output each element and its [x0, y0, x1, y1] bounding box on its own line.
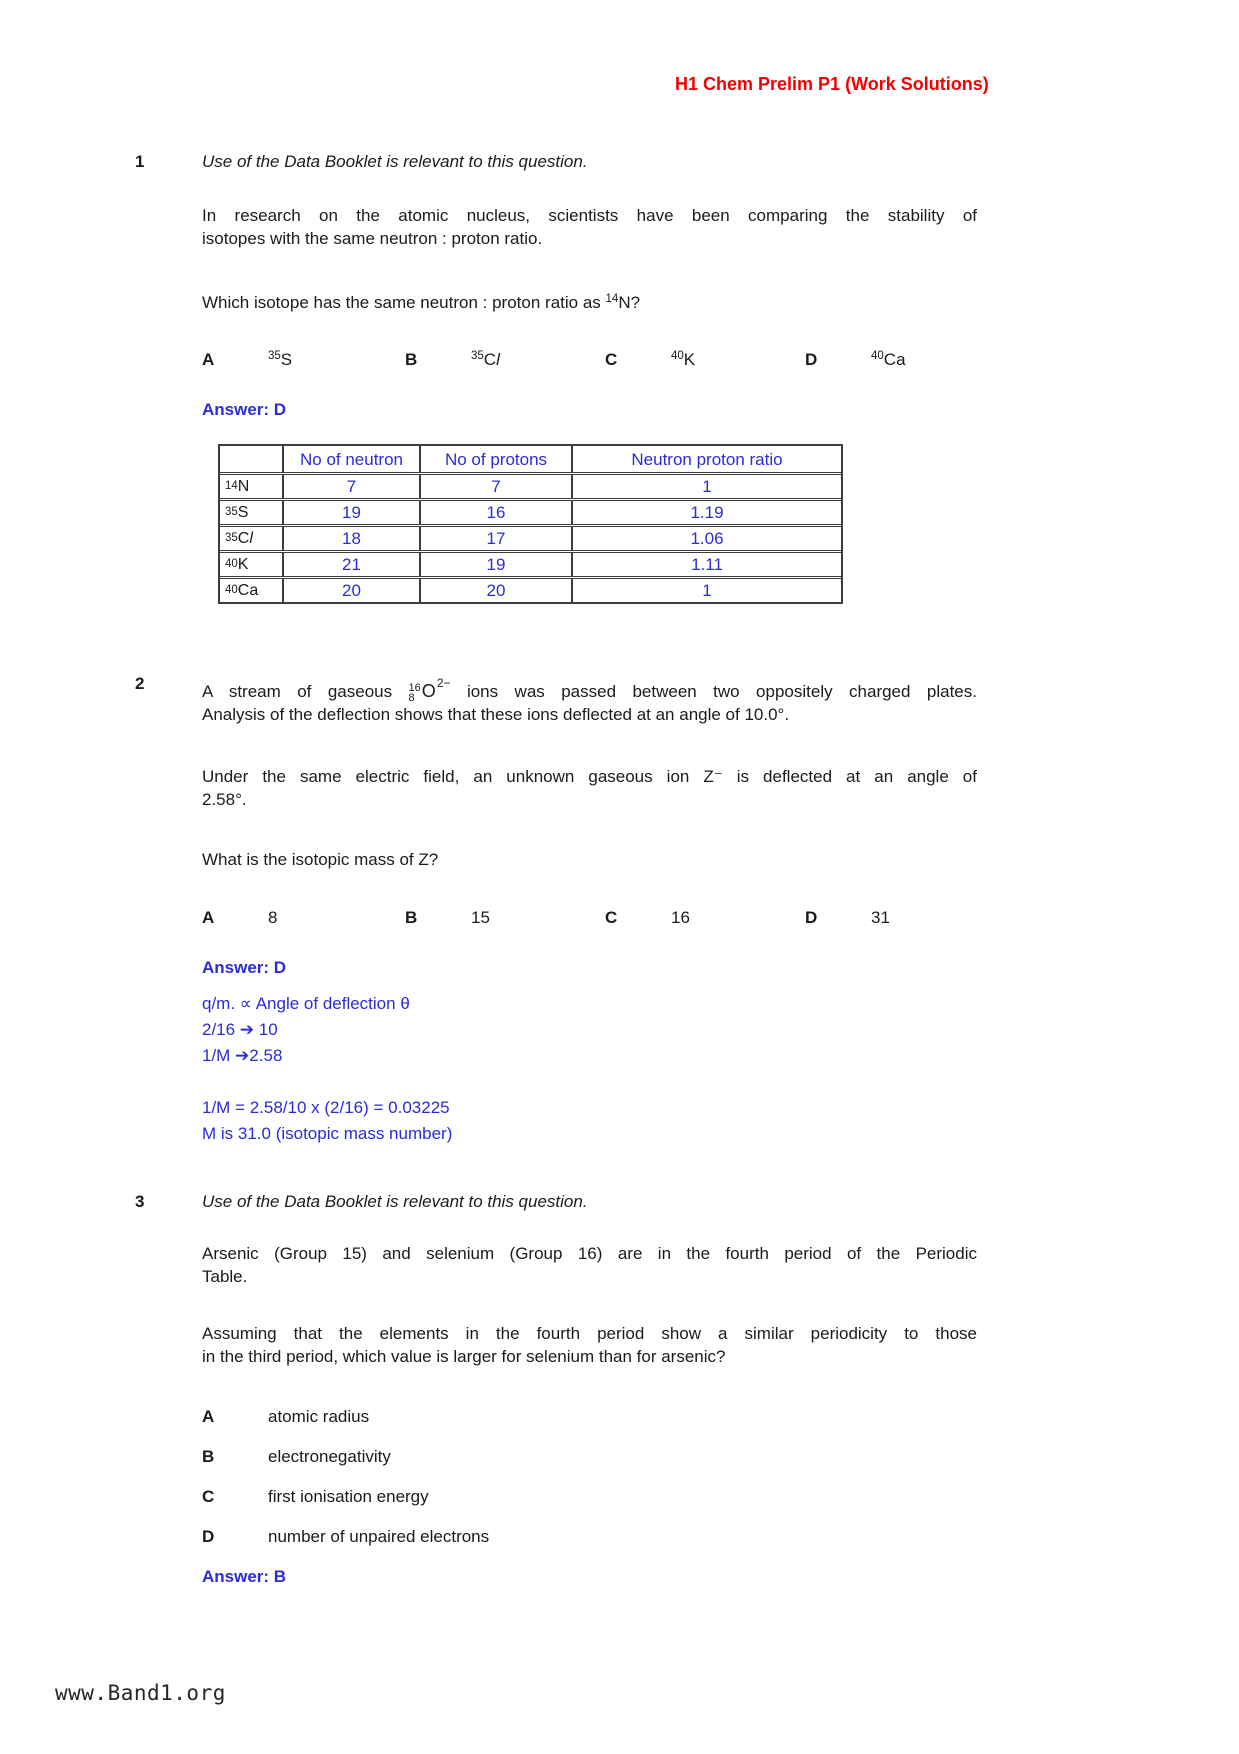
paragraph-line: Analysis of the deflection shows that these ions deflected at an angle of 10.0°.: [202, 705, 790, 724]
element-symbol-italic: l: [249, 530, 253, 547]
protons-cell: 7: [419, 475, 571, 498]
option-value: [471, 350, 500, 369]
isotope-mass-superscript: 40: [871, 350, 884, 362]
ratio-cell: 1: [571, 579, 841, 602]
table-row: [220, 550, 841, 576]
question-1-answer: Answer: D: [202, 400, 287, 419]
paragraph-text: ions was passed between two oppositely charged plates.: [466, 682, 977, 701]
working-line: 1/M ➔2.58: [202, 1046, 283, 1065]
option-b: [202, 1445, 977, 1468]
website-watermark: www.Band1.org: [55, 1681, 226, 1705]
element-symbol-italic: l: [496, 350, 500, 369]
element-symbol: K: [683, 350, 696, 369]
working-line: q/m. ∝ Angle of deflection θ: [202, 994, 410, 1013]
question-2: [135, 672, 977, 1147]
isotope-cell: [220, 475, 282, 498]
element-symbol: O: [421, 681, 436, 701]
question-2-options: [202, 906, 977, 929]
isotope-cell: [220, 501, 282, 524]
nuclide-mass: 16: [408, 682, 421, 694]
neutrons-cell: 19: [282, 501, 419, 524]
option-value: 31: [871, 908, 890, 927]
question-2-answer: Answer: D: [202, 958, 287, 977]
isotope-mass-superscript: 40: [225, 558, 238, 570]
question-2-paragraph: [202, 765, 977, 811]
question-3-options: [202, 1405, 977, 1548]
paragraph-text: A stream of gaseous: [202, 682, 393, 701]
paragraph-line: in the third period, which value is larger for selenium than for arsenic?: [202, 1347, 726, 1366]
option-value: 16: [671, 908, 690, 927]
nuclide-atomic-number: 8: [408, 692, 415, 704]
option-label: D: [805, 350, 818, 369]
oxygen-nuclide-formula: [409, 672, 451, 703]
question-1-number: 1: [135, 152, 145, 171]
table-row: [220, 498, 841, 524]
element-symbol: C: [237, 530, 250, 547]
isotope-mass-superscript: 14: [605, 293, 619, 305]
question-1-paragraph: [202, 204, 977, 250]
option-label: C: [605, 350, 618, 369]
isotope-mass-superscript: 40: [671, 350, 684, 362]
option-d: [805, 906, 977, 929]
paragraph-line: Arsenic (Group 15) and selenium (Group 16) are in the fourth period of the Periodic: [202, 1244, 977, 1263]
isotope-cell: [220, 579, 282, 602]
option-b: [405, 345, 605, 371]
table-row: [220, 472, 841, 498]
table-row: [220, 524, 841, 550]
option-a: [202, 906, 405, 929]
question-2-stem: What is the isotopic mass of Z?: [202, 850, 439, 869]
working-line: M is 31.0 (isotopic mass number): [202, 1124, 453, 1143]
question-2-working: [202, 991, 977, 1147]
question-3: [135, 1190, 977, 1588]
option-label: B: [405, 908, 418, 927]
option-c: [605, 906, 805, 929]
isotope-cell: [220, 553, 282, 576]
option-label: D: [202, 1527, 215, 1546]
option-label: B: [202, 1447, 215, 1466]
stem-text: Which isotope has the same neutron : proton ratio as: [202, 293, 606, 312]
neutrons-cell: 21: [282, 553, 419, 576]
question-1: [135, 150, 977, 604]
question-3-paragraph: [202, 1242, 977, 1288]
question-2-paragraph: [202, 672, 977, 726]
isotope-mass-superscript: 14: [225, 480, 238, 492]
option-value: first ionisation energy: [268, 1487, 429, 1506]
question-3-paragraph: [202, 1322, 977, 1368]
page-title: H1 Chem Prelim P1 (Work Solutions): [675, 74, 989, 94]
protons-cell: 16: [419, 501, 571, 524]
paragraph-line: Assuming that the elements in the fourth period show a similar periodicity to those: [202, 1324, 977, 1343]
element-symbol: N: [237, 478, 250, 495]
solution-table: [218, 444, 843, 604]
ion-charge-superscript: 2−: [436, 676, 451, 690]
ratio-cell: 1: [571, 475, 841, 498]
option-label: C: [202, 1487, 215, 1506]
neutrons-cell: 18: [282, 527, 419, 550]
question-1-stem: [202, 288, 977, 314]
paragraph-line: [202, 672, 977, 703]
paragraph-line: In research on the atomic nucleus, scientists have been comparing the stability of: [202, 206, 977, 225]
option-label: A: [202, 350, 215, 369]
protons-cell: 19: [419, 553, 571, 576]
option-d: [202, 1525, 977, 1548]
option-b: [405, 906, 605, 929]
element-symbol: Ca: [883, 350, 906, 369]
working-line: 1/M = 2.58/10 x (2/16) = 0.03225: [202, 1098, 450, 1117]
isotope-mass-superscript: 35: [471, 350, 484, 362]
option-label: D: [805, 908, 818, 927]
option-value: atomic radius: [268, 1407, 370, 1426]
option-d: [805, 345, 977, 371]
table-header-cell: [220, 446, 282, 472]
option-value: [871, 350, 906, 369]
paragraph-line: 2.58°.: [202, 790, 247, 809]
isotope-mass-superscript: 35: [268, 350, 281, 362]
ratio-cell: 1.19: [571, 501, 841, 524]
paragraph-line: Table.: [202, 1267, 248, 1286]
element-symbol: S: [237, 504, 249, 521]
option-value: electronegativity: [268, 1447, 391, 1466]
working-line: 2/16 ➔ 10: [202, 1020, 278, 1039]
protons-cell: 17: [419, 527, 571, 550]
option-label: C: [605, 908, 618, 927]
table-header-cell: No of neutron: [282, 446, 419, 472]
element-symbol: Ca: [237, 582, 259, 599]
option-a: [202, 345, 405, 371]
question-3-preface: Use of the Data Booklet is relevant to this question.: [202, 1192, 588, 1211]
question-3-answer: Answer: B: [202, 1567, 287, 1586]
isotope-cell: [220, 527, 282, 550]
option-label: B: [405, 350, 418, 369]
option-label: A: [202, 908, 215, 927]
paragraph-line: Under the same electric field, an unknown gaseous ion Z⁻ is deflected at an angle of: [202, 767, 977, 786]
option-c: [605, 345, 805, 371]
option-a: [202, 1405, 977, 1428]
ratio-cell: 1.11: [571, 553, 841, 576]
question-1-options: [202, 345, 977, 371]
element-symbol: K: [237, 556, 249, 573]
isotope-mass-superscript: 40: [225, 584, 238, 596]
isotope-mass-superscript: 35: [225, 532, 238, 544]
question-3-number: 3: [135, 1192, 145, 1211]
isotope-mass-superscript: 35: [225, 506, 238, 518]
element-symbol: C: [483, 350, 497, 369]
option-c: [202, 1485, 977, 1508]
paragraph-line: isotopes with the same neutron : proton ratio.: [202, 229, 543, 248]
question-2-number: 2: [135, 674, 145, 693]
option-value: 8: [268, 908, 278, 927]
option-value: number of unpaired electrons: [268, 1527, 490, 1546]
option-label: A: [202, 1407, 215, 1426]
element-symbol: S: [280, 350, 293, 369]
question-1-preface: Use of the Data Booklet is relevant to this question.: [202, 152, 588, 171]
option-value: [268, 350, 292, 369]
table-header-cell: No of protons: [419, 446, 571, 472]
nuclide-stack: [409, 683, 421, 703]
option-value: [671, 350, 695, 369]
table-header-row: [220, 446, 841, 472]
neutrons-cell: 20: [282, 579, 419, 602]
table-header-cell: Neutron proton ratio: [571, 446, 841, 472]
table-row: [220, 576, 841, 602]
neutrons-cell: 7: [282, 475, 419, 498]
ratio-cell: 1.06: [571, 527, 841, 550]
protons-cell: 20: [419, 579, 571, 602]
option-value: 15: [471, 908, 490, 927]
stem-text: N?: [618, 293, 641, 312]
